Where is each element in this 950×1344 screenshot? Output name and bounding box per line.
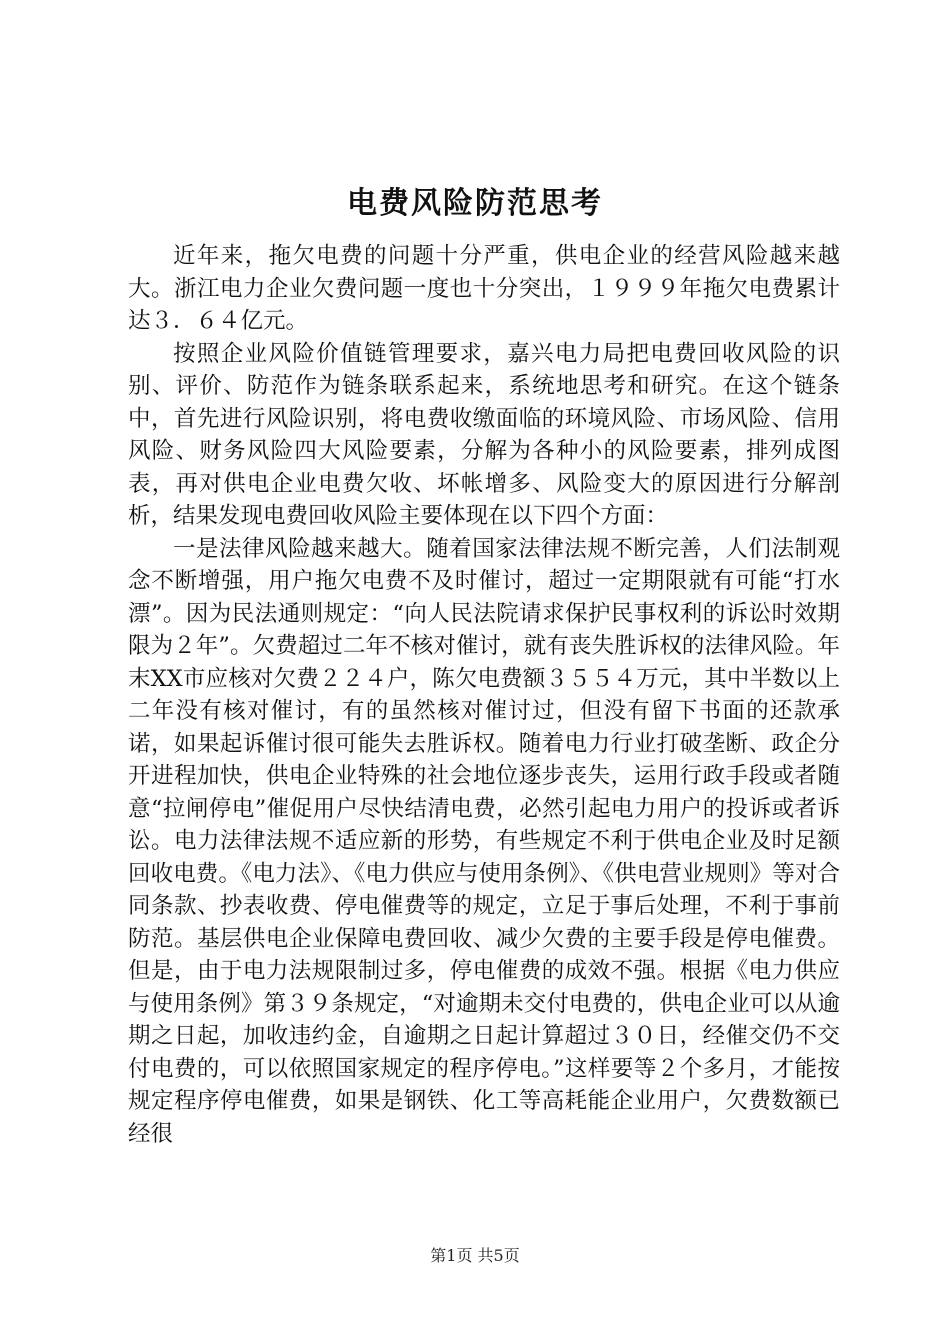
paragraph-2: 按照企业风险价值链管理要求，嘉兴电力局把电费回收风险的识别、评价、防范作为链条联系起来，系统地思考和研究。在这个链条中，首先进行风险识别，将电费收缴面临的环境风险、市场风险、信用风险、财务风险四大风险要素，分解为各种小的风险要素，排列成图表，再对供电企业电费欠收、坏帐增多、风险变大的原因进行分解剖析，结果发现电费回收风险主要体现在以下四个方面：	[128, 340, 840, 529]
paragraph-1: 近年来，拖欠电费的问题十分严重，供电企业的经营风险越来越大。浙江电力企业欠费问题一度也十分突出，１９９９年拖欠电费累计达３．６４亿元。	[128, 243, 840, 334]
document-body	[128, 240, 840, 1150]
document-title: 电费风险防范思考	[347, 186, 603, 221]
page-footer: 第1页 共5页	[430, 1246, 520, 1265]
paragraph-3: 一是法律风险越来越大。随着国家法律法规不断完善，人们法制观念不断增强，用户拖欠电费不及时催讨，超过一定期限就有可能“打水漂”。因为民法通则规定：“向人民法院请求保护民事权利的诉讼时效期限为２年”。欠费超过二年不核对催讨，就有丧失胜诉权的法律风险。年末XX市应核对欠费２２４户，陈欠电费额３５５４万元，其中半数以上二年没有核对催讨，有的虽然核对催讨过，但没有留下书面的还款承诺，如果起诉催讨很可能失去胜诉权。随着电力行业打破垄断、政企分开进程加快，供电企业特殊的社会地位逐步丧失，运用行政手段或者随意“拉闸停电”催促用户尽快结清电费，必然引起电力用户的投诉或者诉讼。电力法律法规不适应新的形势，有些规定不利于供电企业及时足额回收电费。《电力法》、《电力供应与使用条例》、《供电营业规则》等对合同条款、抄表收费、停电催费等的规定，立足于事后处理，不利于事前防范。基层供电企业保障电费回收、减少欠费的主要手段是停电催费。但是，由于电力法规限制过多，停电催费的成效不强。根据《电力供应与使用条例》第３９条规定，“对逾期未交付电费的，供电企业可以从逾期之日起，加收违约金，自逾期之日起计算超过３０日，经催交仍不交付电费的，可以依照国家规定的程序停电。”这样要等２个多月，才能按规定程序停电催费，如果是钢铁、化工等高耗能企业用户，欠费数额已经很	[128, 535, 840, 1147]
